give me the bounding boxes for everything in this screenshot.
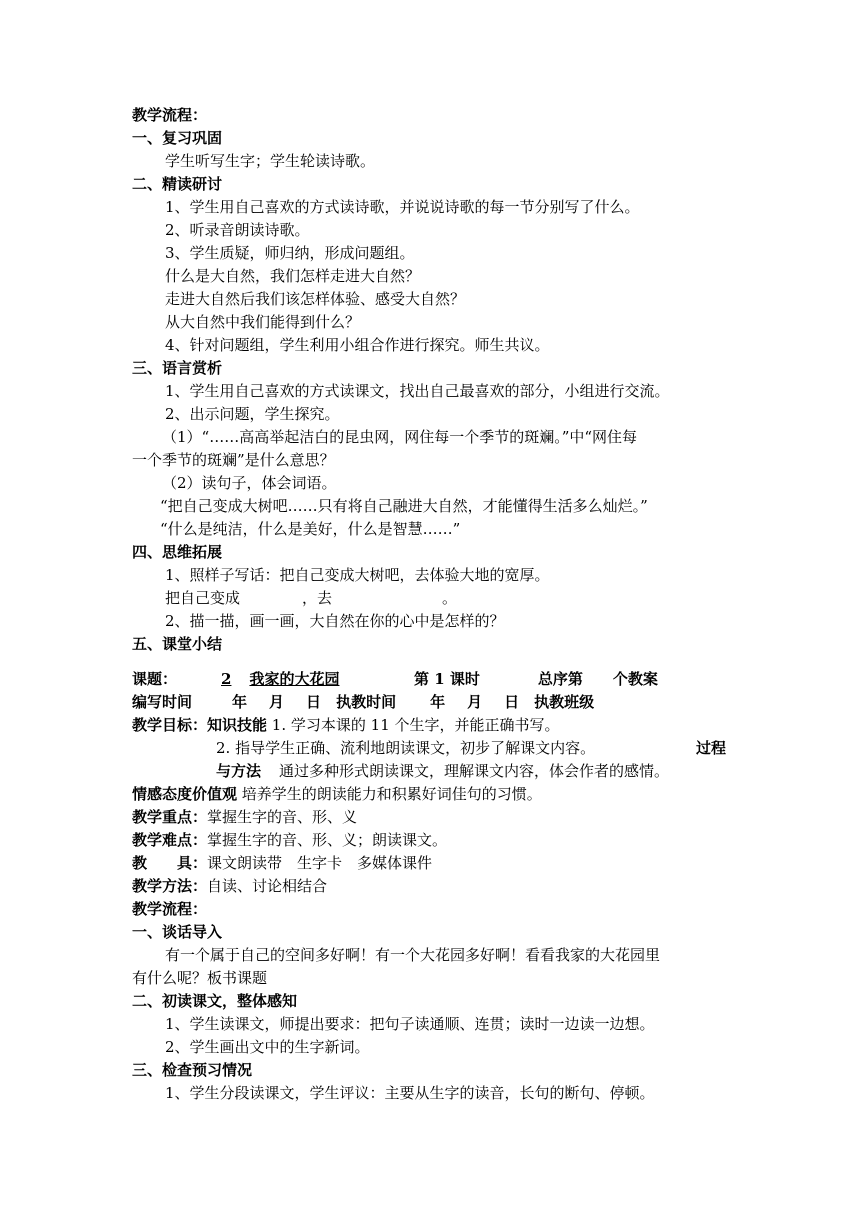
method-label: 教学方法： <box>132 877 208 895</box>
topic-number: 2 <box>221 670 232 688</box>
paragraph: 2、出示问题，学生探究。 <box>165 405 340 423</box>
month-label: 月 <box>467 693 483 711</box>
goal-process-label: 过程 <box>696 739 727 757</box>
method-row <box>132 875 327 897</box>
section-title: 一、谈话导入 <box>132 923 223 941</box>
method-text: 自读、讨论相结合 <box>207 877 328 895</box>
topic-label: 课题： <box>132 670 178 688</box>
paragraph: 2、描一描，画一画，大自然在你的心中是怎样的？ <box>165 612 505 630</box>
difficulty-text: 掌握生字的音、形、义；朗读课文。 <box>207 831 448 849</box>
section-title: 四、思维拓展 <box>132 543 223 561</box>
goal-row <box>216 760 669 782</box>
total-order-suffix: 个教案 <box>612 670 658 688</box>
key-point-label: 教学重点： <box>132 808 208 826</box>
goal-text: 1. 学习本课的 11 个生字，并能正确书写。 <box>267 716 560 734</box>
fill-text: ，去 <box>302 589 333 607</box>
paragraph: 2、听录音朗读诗歌。 <box>165 221 310 239</box>
flow-title: 教学流程： <box>132 106 208 124</box>
goal-text: 通过多种形式朗读课文，理解课文内容，体会作者的感情。 <box>279 762 670 780</box>
paragraph: 学生听写生字；学生轮读诗歌。 <box>165 152 376 170</box>
paragraph: 1、学生用自己喜欢的方式读课文，找出自己最喜欢的部分，小组进行交流。 <box>165 382 670 400</box>
key-point-text: 掌握生字的音、形、义 <box>207 808 358 826</box>
paragraph: 1、学生读课文，师提出要求：把句子读通顺、连贯；读时一边读一边想。 <box>165 1015 655 1033</box>
goal-process-label: 与方法 <box>216 762 262 780</box>
question: 从大自然中我们能得到什么？ <box>165 313 361 331</box>
goal-row <box>216 737 595 759</box>
fill-in-line <box>165 587 457 609</box>
total-order-label: 总序第 <box>537 670 583 688</box>
paragraph: 1、学生用自己喜欢的方式读诗歌，并说说诗歌的每一节分别写了什么。 <box>165 198 640 216</box>
paragraph: 1、照样子写话：把自己变成大树吧，去体验大地的宽厚。 <box>165 566 550 584</box>
fill-text: 。 <box>442 589 458 607</box>
topic-field <box>177 668 387 690</box>
key-point-row <box>132 806 357 828</box>
paragraph: （1）“……高高举起洁白的昆虫网，网住每一个季节的斑斓。”中“网住每 <box>162 428 638 446</box>
lesson-count: 第 1 课时 <box>414 670 480 688</box>
tools-text: 课文朗读带 生字卡 多媒体课件 <box>207 854 433 872</box>
lesson-header-row <box>132 668 658 690</box>
paragraph: （2）读句子，体会词语。 <box>162 474 337 492</box>
topic-name: 我家的大花园 <box>249 670 340 688</box>
time-row <box>132 691 634 713</box>
quote: “什么是纯洁，什么是美好，什么是智慧……” <box>160 520 461 538</box>
difficulty-label: 教学难点： <box>132 831 208 849</box>
exec-time-label: 执教时间 <box>336 693 397 711</box>
month-label: 月 <box>269 693 285 711</box>
flow-title: 教学流程： <box>132 900 208 918</box>
tools-row <box>132 852 432 874</box>
emotion-text: 培养学生的朗读能力和积累好词佳句的习惯。 <box>237 785 542 803</box>
paragraph: 一个季节的斑斓”是什么意思？ <box>132 451 335 469</box>
goal-label: 教学目标： <box>132 716 208 734</box>
year-label: 年 <box>430 693 446 711</box>
quote: “把自己变成大树吧……只有将自己融进大自然，才能懂得生活多么灿烂。” <box>160 497 648 515</box>
section-title: 一、复习巩固 <box>132 129 223 147</box>
goal-row <box>132 714 560 736</box>
goal-text: 2. 指导学生正确、流利地朗读课文，初步了解课文内容。 <box>216 739 596 757</box>
paragraph: 3、学生质疑，师归纳，形成问题组。 <box>165 244 415 262</box>
section-title: 三、语言赏析 <box>132 359 223 377</box>
emotion-label: 情感态度价值观 <box>132 785 238 803</box>
paragraph: 有什么呢？板书课题 <box>132 969 268 987</box>
section-title: 二、精读研讨 <box>132 175 223 193</box>
section-title: 二、初读课文，整体感知 <box>132 992 298 1010</box>
day-label: 日 <box>504 693 520 711</box>
question: 什么是大自然，我们怎样走进大自然？ <box>165 267 421 285</box>
paragraph: 4、针对问题组，学生利用小组合作进行探究。师生共议。 <box>165 336 550 354</box>
paragraph: 2、学生画出文中的生字新词。 <box>165 1038 370 1056</box>
section-title: 五、课堂小结 <box>132 635 223 653</box>
paragraph: 1、学生分段读课文，学生评议：主要从生字的读音，长句的断句、停顿。 <box>165 1084 655 1102</box>
write-time-label: 编写时间 <box>132 693 193 711</box>
difficulty-row <box>132 829 447 851</box>
tools-label: 教 具： <box>132 854 208 872</box>
emotion-row <box>132 783 542 805</box>
fill-text: 把自己变成 <box>165 589 241 607</box>
paragraph: 有一个属于自己的空间多好啊！有一个大花园多好啊！看看我家的大花园里 <box>165 946 661 964</box>
day-label: 日 <box>306 693 322 711</box>
goal-sub-label: 知识技能 <box>207 716 268 734</box>
exec-class-label: 执教班级 <box>534 693 595 711</box>
year-label: 年 <box>232 693 248 711</box>
section-title: 三、检查预习情况 <box>132 1061 253 1079</box>
question: 走进大自然后我们该怎样体验、感受大自然？ <box>165 290 466 308</box>
